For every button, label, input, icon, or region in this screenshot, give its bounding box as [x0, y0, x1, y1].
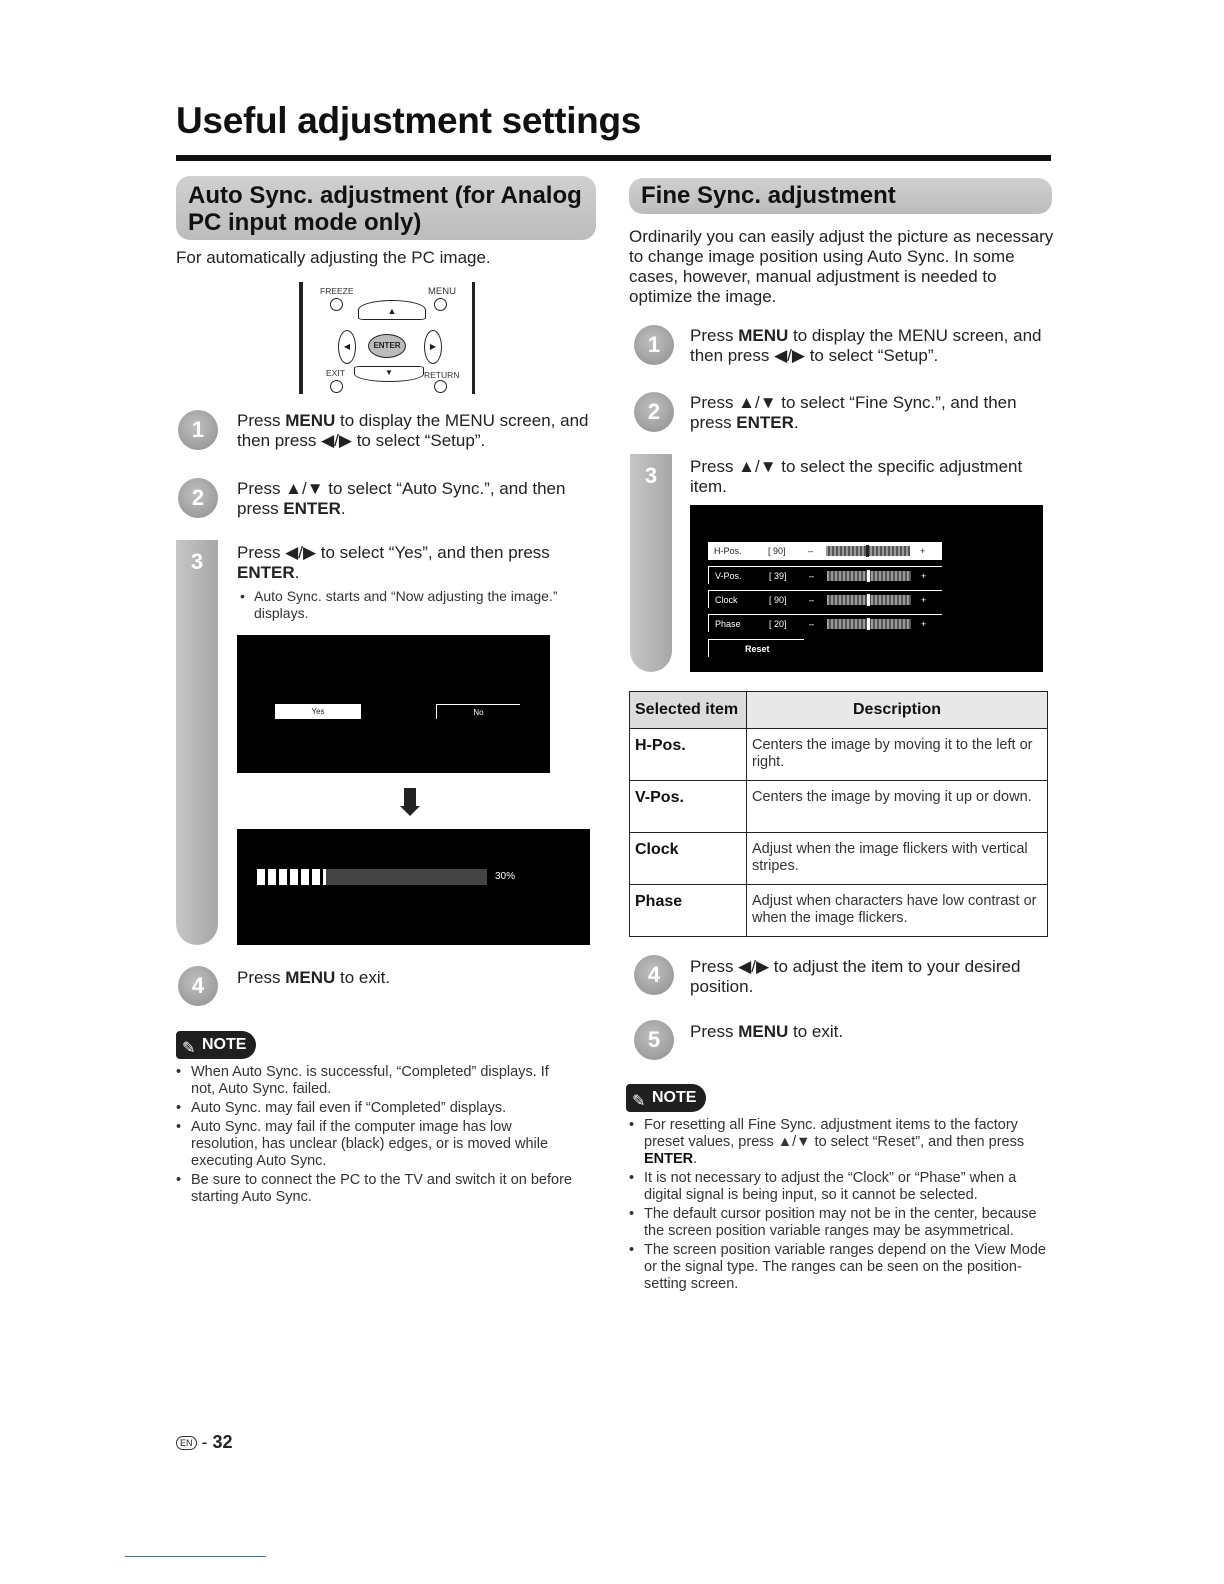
note-item: • It is not necessary to adjust the “Clock” or “Phase” when a digital signal is being input, so it cannot be selected. — [629, 1170, 1049, 1204]
osd-row[interactable] — [708, 566, 942, 584]
menu-label: MENU — [428, 286, 456, 297]
osd-row-value: [ 20] — [769, 619, 787, 629]
table-row — [630, 781, 1048, 833]
auto-sync-step-3-bullet: • Auto Sync. starts and “Now adjusting the image.” displays. — [240, 588, 558, 621]
up-arrow-button[interactable]: ▲ — [358, 300, 426, 320]
auto-sync-intro: For automatically adjusting the PC image. — [176, 248, 491, 267]
note-item: • Auto Sync. may fail even if “Completed” displays. — [176, 1100, 576, 1117]
osd-row-label: V-Pos. — [715, 571, 742, 581]
note-badge-left: ✎ NOTE — [176, 1031, 256, 1059]
note-item: • Auto Sync. may fail if the computer image has low resolution, has unclear (black) edges, or is moved while executing Auto Sync. — [176, 1119, 576, 1170]
osd-reset[interactable]: Reset — [708, 639, 804, 657]
auto-sync-step-3-text: Press ◀/▶ to select “Yes”, and then press ENTER. — [237, 543, 550, 582]
note-item: • For resetting all Fine Sync. adjustment items to the factory preset values, press ▲/▼ to select “Reset”, and then press ENTER. — [629, 1117, 1049, 1168]
pencil-icon: ✎ — [632, 1093, 646, 1110]
auto-sync-step-1-text: Press MENU to display the MENU screen, and then press ◀/▶ to select “Setup”. — [237, 411, 589, 450]
footer-line — [125, 1556, 266, 1557]
fine-sync-step-1-badge: 1 — [634, 325, 674, 365]
right-arrow-button[interactable]: ▶ — [424, 330, 442, 364]
osd-minus: – — [809, 619, 815, 629]
note-item: • The screen position variable ranges depend on the View Mode or the signal type. The ranges can be seen on the position-setting screen. — [629, 1242, 1049, 1293]
pencil-icon: ✎ — [182, 1040, 196, 1057]
note-item: • The default cursor position may not be in the center, because the screen position variable ranges may be asymmetrical. — [629, 1206, 1049, 1240]
exit-label: EXIT — [326, 368, 345, 378]
table-cell-item: V-Pos. — [630, 781, 747, 833]
fine-sync-step-4-text: Press ◀/▶ to adjust the item to your desired position. — [690, 957, 1021, 996]
page-separator: - — [201, 1432, 208, 1452]
fine-sync-step-5-badge: 5 — [634, 1020, 674, 1060]
fine-sync-notes — [629, 1117, 1049, 1295]
osd-plus: + — [920, 546, 926, 556]
fine-sync-description-table — [629, 691, 1048, 937]
return-label: RETURN — [424, 370, 460, 380]
return-button[interactable] — [434, 380, 447, 393]
freeze-label: FREEZE — [320, 286, 354, 296]
fine-sync-osd-screen — [690, 505, 1043, 672]
table-row — [630, 885, 1048, 937]
osd-minus: – — [808, 546, 814, 556]
yes-option[interactable]: Yes — [275, 704, 361, 719]
osd-minus: – — [809, 571, 815, 581]
table-cell-desc: Centers the image by moving it up or down. — [747, 781, 1048, 833]
osd-slider-knob[interactable] — [867, 618, 870, 630]
down-arrow-icon-head — [400, 806, 420, 816]
auto-sync-confirm-screen — [237, 635, 550, 773]
menu-button[interactable] — [434, 298, 447, 311]
title-rule — [176, 155, 1051, 161]
enter-button[interactable]: ENTER — [368, 334, 406, 358]
page-footer — [176, 1432, 233, 1453]
table-cell-desc: Adjust when the image flickers with vertical stripes. — [747, 833, 1048, 885]
no-option[interactable]: No — [436, 704, 520, 719]
page-title: Useful adjustment settings — [176, 100, 642, 141]
osd-slider[interactable] — [827, 619, 911, 629]
left-arrow-button[interactable]: ◀ — [338, 330, 356, 364]
table-header-description: Description — [747, 692, 1048, 729]
osd-plus: + — [921, 571, 927, 581]
note-item: • When Auto Sync. is successful, “Completed” displays. If not, Auto Sync. failed. — [176, 1064, 576, 1098]
auto-sync-step-2-text: Press ▲/▼ to select “Auto Sync.”, and then press ENTER. — [237, 479, 566, 518]
osd-row-label: Clock — [715, 595, 738, 605]
fine-sync-intro: Ordinarily you can easily adjust the picture as necessary to change image position using Auto Sync. In some cases, however, manual adjustment is needed to optimize the image. — [629, 227, 1054, 306]
fine-sync-step-3-text: Press ▲/▼ to select the specific adjustment item. — [690, 457, 1023, 496]
auto-sync-step-4-badge: 4 — [178, 966, 218, 1006]
note-item: • Be sure to connect the PC to the TV and switch it on before starting Auto Sync. — [176, 1172, 576, 1206]
fine-sync-step-1-text: Press MENU to display the MENU screen, and then press ◀/▶ to select “Setup”. — [690, 326, 1042, 365]
table-row — [630, 729, 1048, 781]
fine-sync-step-3-badge: 3 — [644, 463, 658, 488]
auto-sync-step-2-badge: 2 — [178, 478, 218, 518]
language-badge: EN — [176, 1436, 197, 1450]
osd-slider-knob[interactable] — [867, 570, 870, 582]
osd-plus: + — [921, 595, 927, 605]
osd-row-value: [ 90] — [768, 546, 786, 556]
osd-row[interactable] — [708, 590, 942, 608]
osd-row-value: [ 90] — [769, 595, 787, 605]
table-row — [630, 833, 1048, 885]
page-number: 32 — [212, 1432, 233, 1452]
note-badge-right: ✎ NOTE — [626, 1084, 706, 1112]
table-header-row — [630, 692, 1048, 729]
exit-button[interactable] — [330, 380, 343, 393]
freeze-button[interactable] — [330, 298, 343, 311]
table-cell-item: H-Pos. — [630, 729, 747, 781]
osd-row[interactable] — [708, 542, 942, 560]
osd-slider-knob[interactable] — [867, 594, 870, 606]
auto-sync-progress-screen — [237, 829, 590, 945]
table-cell-item: Clock — [630, 833, 747, 885]
progress-fill — [257, 869, 326, 885]
table-cell-desc: Adjust when characters have low contrast or when the image flickers. — [747, 885, 1048, 937]
osd-row-value: [ 39] — [769, 571, 787, 581]
progress-label: 30% — [495, 871, 516, 882]
osd-row-label: Phase — [715, 619, 741, 629]
osd-slider[interactable] — [826, 546, 910, 556]
fine-sync-step-2-text: Press ▲/▼ to select “Fine Sync.”, and then press ENTER. — [690, 393, 1017, 432]
down-arrow-icon — [404, 788, 416, 808]
osd-row[interactable] — [708, 614, 942, 632]
table-cell-desc: Centers the image by moving it to the left or right. — [747, 729, 1048, 781]
fine-sync-step-4-badge: 4 — [634, 955, 674, 995]
fine-sync-step-5-text: Press MENU to exit. — [690, 1022, 844, 1041]
osd-row-label: H-Pos. — [714, 546, 742, 556]
auto-sync-step-3-bar — [176, 540, 218, 945]
auto-sync-step-3-badge: 3 — [190, 549, 204, 574]
table-cell-item: Phase — [630, 885, 747, 937]
osd-slider-knob[interactable] — [866, 545, 869, 557]
osd-minus: – — [809, 595, 815, 605]
osd-plus: + — [921, 619, 927, 629]
down-arrow-button[interactable]: ▼ — [354, 366, 424, 382]
osd-slider[interactable] — [827, 595, 911, 605]
progress-bar — [257, 869, 487, 885]
remote-control-illustration — [296, 278, 486, 398]
auto-sync-heading: Auto Sync. adjustment (for Analog PC input mode only) — [176, 176, 596, 240]
table-header-item: Selected item — [630, 692, 747, 729]
auto-sync-notes — [176, 1064, 576, 1208]
auto-sync-step-1-badge: 1 — [178, 410, 218, 450]
fine-sync-step-2-badge: 2 — [634, 392, 674, 432]
auto-sync-step-4-text: Press MENU to exit. — [237, 968, 391, 987]
fine-sync-heading: Fine Sync. adjustment — [629, 178, 1052, 214]
osd-slider[interactable] — [827, 571, 911, 581]
